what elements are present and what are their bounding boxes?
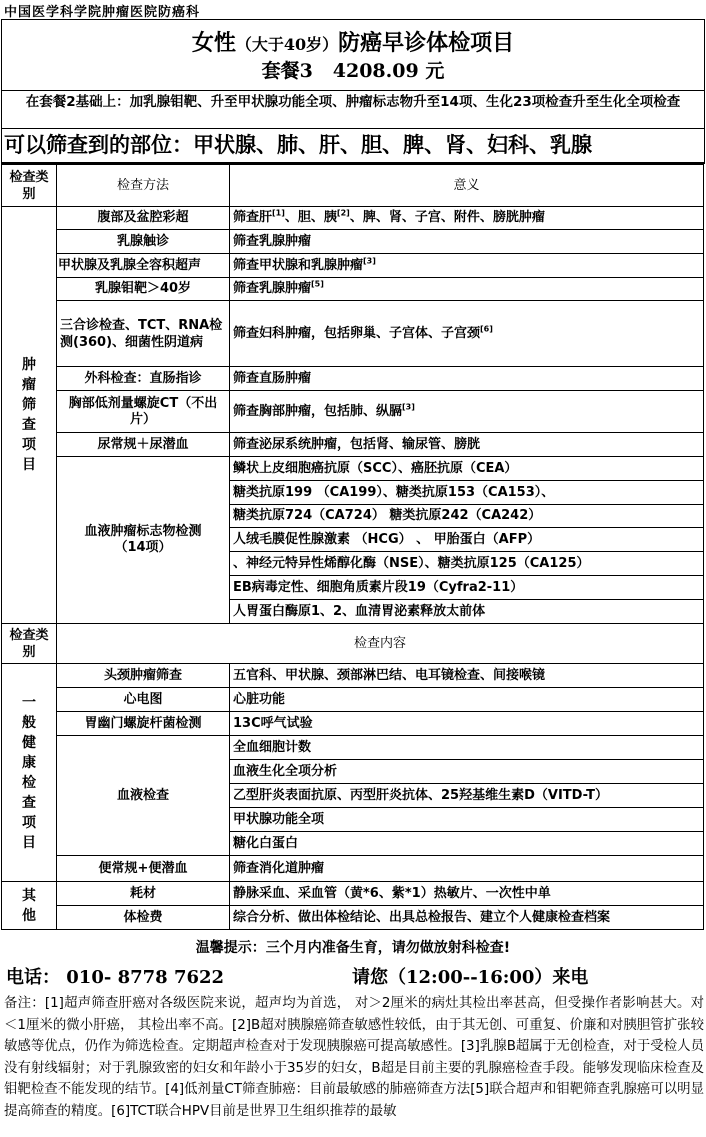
markers-count: （14项）	[114, 540, 172, 555]
reference-mark: [6]	[480, 324, 493, 334]
blood-item: 甲状腺功能全项	[230, 808, 704, 832]
phone-number: 电话： 010- 8778 7622	[6, 967, 225, 988]
marker-item: 糖类抗原724（CA724） 糖类抗原242（CA242）	[230, 505, 704, 528]
table-row	[2, 906, 704, 930]
meaning-text: 筛查乳腺肿瘤	[233, 281, 312, 296]
table-row	[2, 856, 704, 882]
method-cell: 便常规+便潜血	[57, 856, 230, 882]
table-header-row	[2, 624, 704, 664]
method-cell: 心电图	[57, 688, 230, 712]
content-cell: 13C呼气试验	[230, 712, 704, 736]
meaning-cell	[230, 254, 704, 278]
header-category: 检查类别	[2, 165, 57, 207]
meaning-cell	[230, 391, 704, 433]
content-cell: 五官科、甲状腺、颈部淋巴结、电耳镜检查、间接喉镜	[230, 664, 704, 688]
table-header-row	[2, 165, 704, 207]
method-cell: 体检费	[57, 906, 230, 930]
category-label: 肿瘤筛查项目	[22, 357, 36, 473]
table-row	[2, 433, 704, 457]
marker-item: 糖类抗原199 （CA199）、糖类抗原153（CA153）、	[230, 481, 704, 505]
blood-item: 乙型肝炎表面抗原、丙型肝炎抗体、25羟基维生素D（VITD-T）	[230, 784, 704, 808]
category-label: 其他	[22, 887, 36, 924]
package-name: 套餐3	[261, 60, 313, 82]
header-meaning: 意义	[230, 165, 704, 207]
method-cell: 三合诊检查、TCT、RNA检测(360)、细菌性阴道病	[57, 301, 230, 367]
table-row	[2, 664, 704, 688]
screening-parts: 可以筛查到的部位：甲状腺、肺、肝、胆、脾、肾、妇科、乳腺	[2, 129, 704, 163]
method-cell: 甲状腺及乳腺全容积超声	[57, 254, 230, 278]
meaning-cell: 筛查直肠肿瘤	[230, 367, 704, 391]
table-row	[2, 207, 704, 230]
tumor-screening-table	[1, 164, 704, 624]
blood-item: 血液生化全项分析	[230, 760, 704, 784]
meaning-cell: 筛查乳腺肿瘤	[230, 230, 704, 254]
reference-mark: [5]	[311, 279, 324, 289]
markers-method: 血液肿瘤标志物检测	[84, 524, 202, 539]
call-hours: 请您（12:00--16:00）来电	[352, 967, 589, 988]
category-other	[2, 882, 57, 930]
method-cell: 胃幽门螺旋杆菌检测	[57, 712, 230, 736]
meaning-text: 、脾、肾、子宫、附件、膀胱肿瘤	[349, 210, 545, 225]
category-general-checkup	[2, 664, 57, 882]
package-line	[2, 58, 704, 84]
table-row	[2, 278, 704, 301]
document-frame	[1, 19, 705, 164]
method-cell: 乳腺钼靶＞40岁	[57, 278, 230, 301]
method-cell: 头颈肿瘤筛查	[57, 664, 230, 688]
header-category: 检查类别	[2, 624, 57, 664]
meaning-text: 筛查肝	[233, 210, 273, 225]
title-rest: 防癌早诊体检项目	[338, 30, 515, 56]
table-row	[2, 712, 704, 736]
header-content: 检查内容	[57, 624, 704, 664]
method-cell: 胸部低剂量螺旋CT（不出片）	[57, 391, 230, 433]
price-currency: 元	[425, 60, 445, 82]
blood-item: 糖化白蛋白	[230, 832, 704, 856]
content-cell: 静脉采血、采血管（黄*6、紫*1）热敏片、一次性中单	[230, 882, 704, 906]
table-row	[2, 882, 704, 906]
method-cell: 尿常规＋尿潜血	[57, 433, 230, 457]
title-block	[2, 20, 704, 91]
reference-mark: [2]	[336, 208, 350, 218]
meaning-text: 筛查妇科肿瘤，包括卵巢、子宫体、子宫颈	[233, 325, 481, 341]
method-cell: 外科检查：直肠指诊	[57, 367, 230, 391]
title-main: 女性	[191, 30, 236, 56]
content-cell: 综合分析、做出体检结论、出具总检报告、建立个人健康检查档案	[230, 906, 704, 930]
method-cell: 腹部及盆腔彩超	[57, 207, 230, 230]
base-description: 在套餐2基础上：加乳腺钼靶、升至甲状腺功能全项、肿瘤标志物升至14项、生化23项检查升至生化全项检查	[2, 91, 704, 129]
blood-item: 全血细胞计数	[230, 736, 704, 760]
marker-item: 人胃蛋白酶原1、2、血清胃泌素释放太前体	[230, 600, 704, 624]
package-price: 4208.09	[332, 60, 419, 82]
method-tumor-markers	[57, 457, 230, 624]
table-row	[2, 254, 704, 278]
method-cell: 乳腺触诊	[57, 230, 230, 254]
marker-item: 、神经元特异性烯醇化酶（NSE）、糖类抗原125（CA125）	[230, 552, 704, 576]
org-header: 中国医学科学院肿瘤医院防癌科	[4, 5, 201, 20]
table-row	[2, 301, 704, 367]
meaning-text: 筛查甲状腺和乳腺肿瘤	[233, 257, 364, 273]
table-row	[2, 367, 704, 391]
table-row	[2, 230, 704, 254]
category-tumor-screening	[2, 207, 57, 624]
meaning-cell	[230, 301, 704, 367]
reference-mark: [3]	[363, 256, 376, 266]
content-cell: 筛查消化道肿瘤	[230, 856, 704, 882]
warm-tip: 温馨提示：三个月内准备生育，请勿做放射科检查!	[195, 940, 511, 956]
marker-item: EB病毒定性、细胞角质素片段19（Cyfra2-11）	[230, 576, 704, 600]
category-label: 一般健康检查项目	[22, 694, 36, 851]
header-method: 检查方法	[57, 165, 230, 207]
method-cell: 耗材	[57, 882, 230, 906]
reference-mark: [3]	[402, 402, 415, 412]
footnotes: 备注：[1]超声筛查肝癌对各级医院来说，超声均为首选， 对＞2厘米的病灶其检出率甚高，但受操作者影响甚大。对＜1厘米的微小肝癌， 其检出率不高。[2]B超对胰腺癌筛查敏感性较低，由于其无创、可重复、价廉和对胰胆管扩张较敏感等优点，仍作为筛选检查。定期超声检查对于发现胰腺癌可提高敏感性。[3]乳腺B超属于无创检查，对于受检人员没有射线辐射；对于乳腺致密的妇女和年龄小于35岁的妇女，B超是目前主要的乳腺癌检查手段。能够发现临床检查及钼靶检查不能发现的结节。[4]低剂量CT筛查肺癌：目前最敏感的肺癌筛查方法[5]联合超声和钼靶筛查乳腺癌可以明显提高筛查的精度。[6]TCT联合HPV目前是世界卫生组织推荐的最敏	[4, 996, 704, 1119]
title-age-note: （大于40岁）	[235, 35, 339, 54]
table-row	[2, 688, 704, 712]
meaning-cell	[230, 278, 704, 301]
table-row	[2, 457, 704, 481]
meaning-cell	[230, 207, 704, 230]
page-title	[2, 20, 704, 58]
method-blood-test: 血液检查	[57, 736, 230, 856]
content-cell: 心脏功能	[230, 688, 704, 712]
marker-item: 鳞状上皮细胞癌抗原（SCC）、癌胚抗原（CEA）	[230, 457, 704, 481]
marker-item: 人绒毛膜促性腺激素 （HCG） 、 甲胎蛋白（AFP）	[230, 528, 704, 552]
general-checkup-table	[1, 623, 704, 930]
table-row	[2, 391, 704, 433]
meaning-text: 、胆、胰	[284, 210, 337, 225]
table-row	[2, 736, 704, 760]
reference-mark: [1]	[272, 208, 285, 218]
meaning-text: 筛查胸部肿瘤，包括肺、纵膈	[233, 403, 403, 419]
meaning-cell: 筛查泌尿系统肿瘤，包括肾、输尿管、膀胱	[230, 433, 704, 457]
